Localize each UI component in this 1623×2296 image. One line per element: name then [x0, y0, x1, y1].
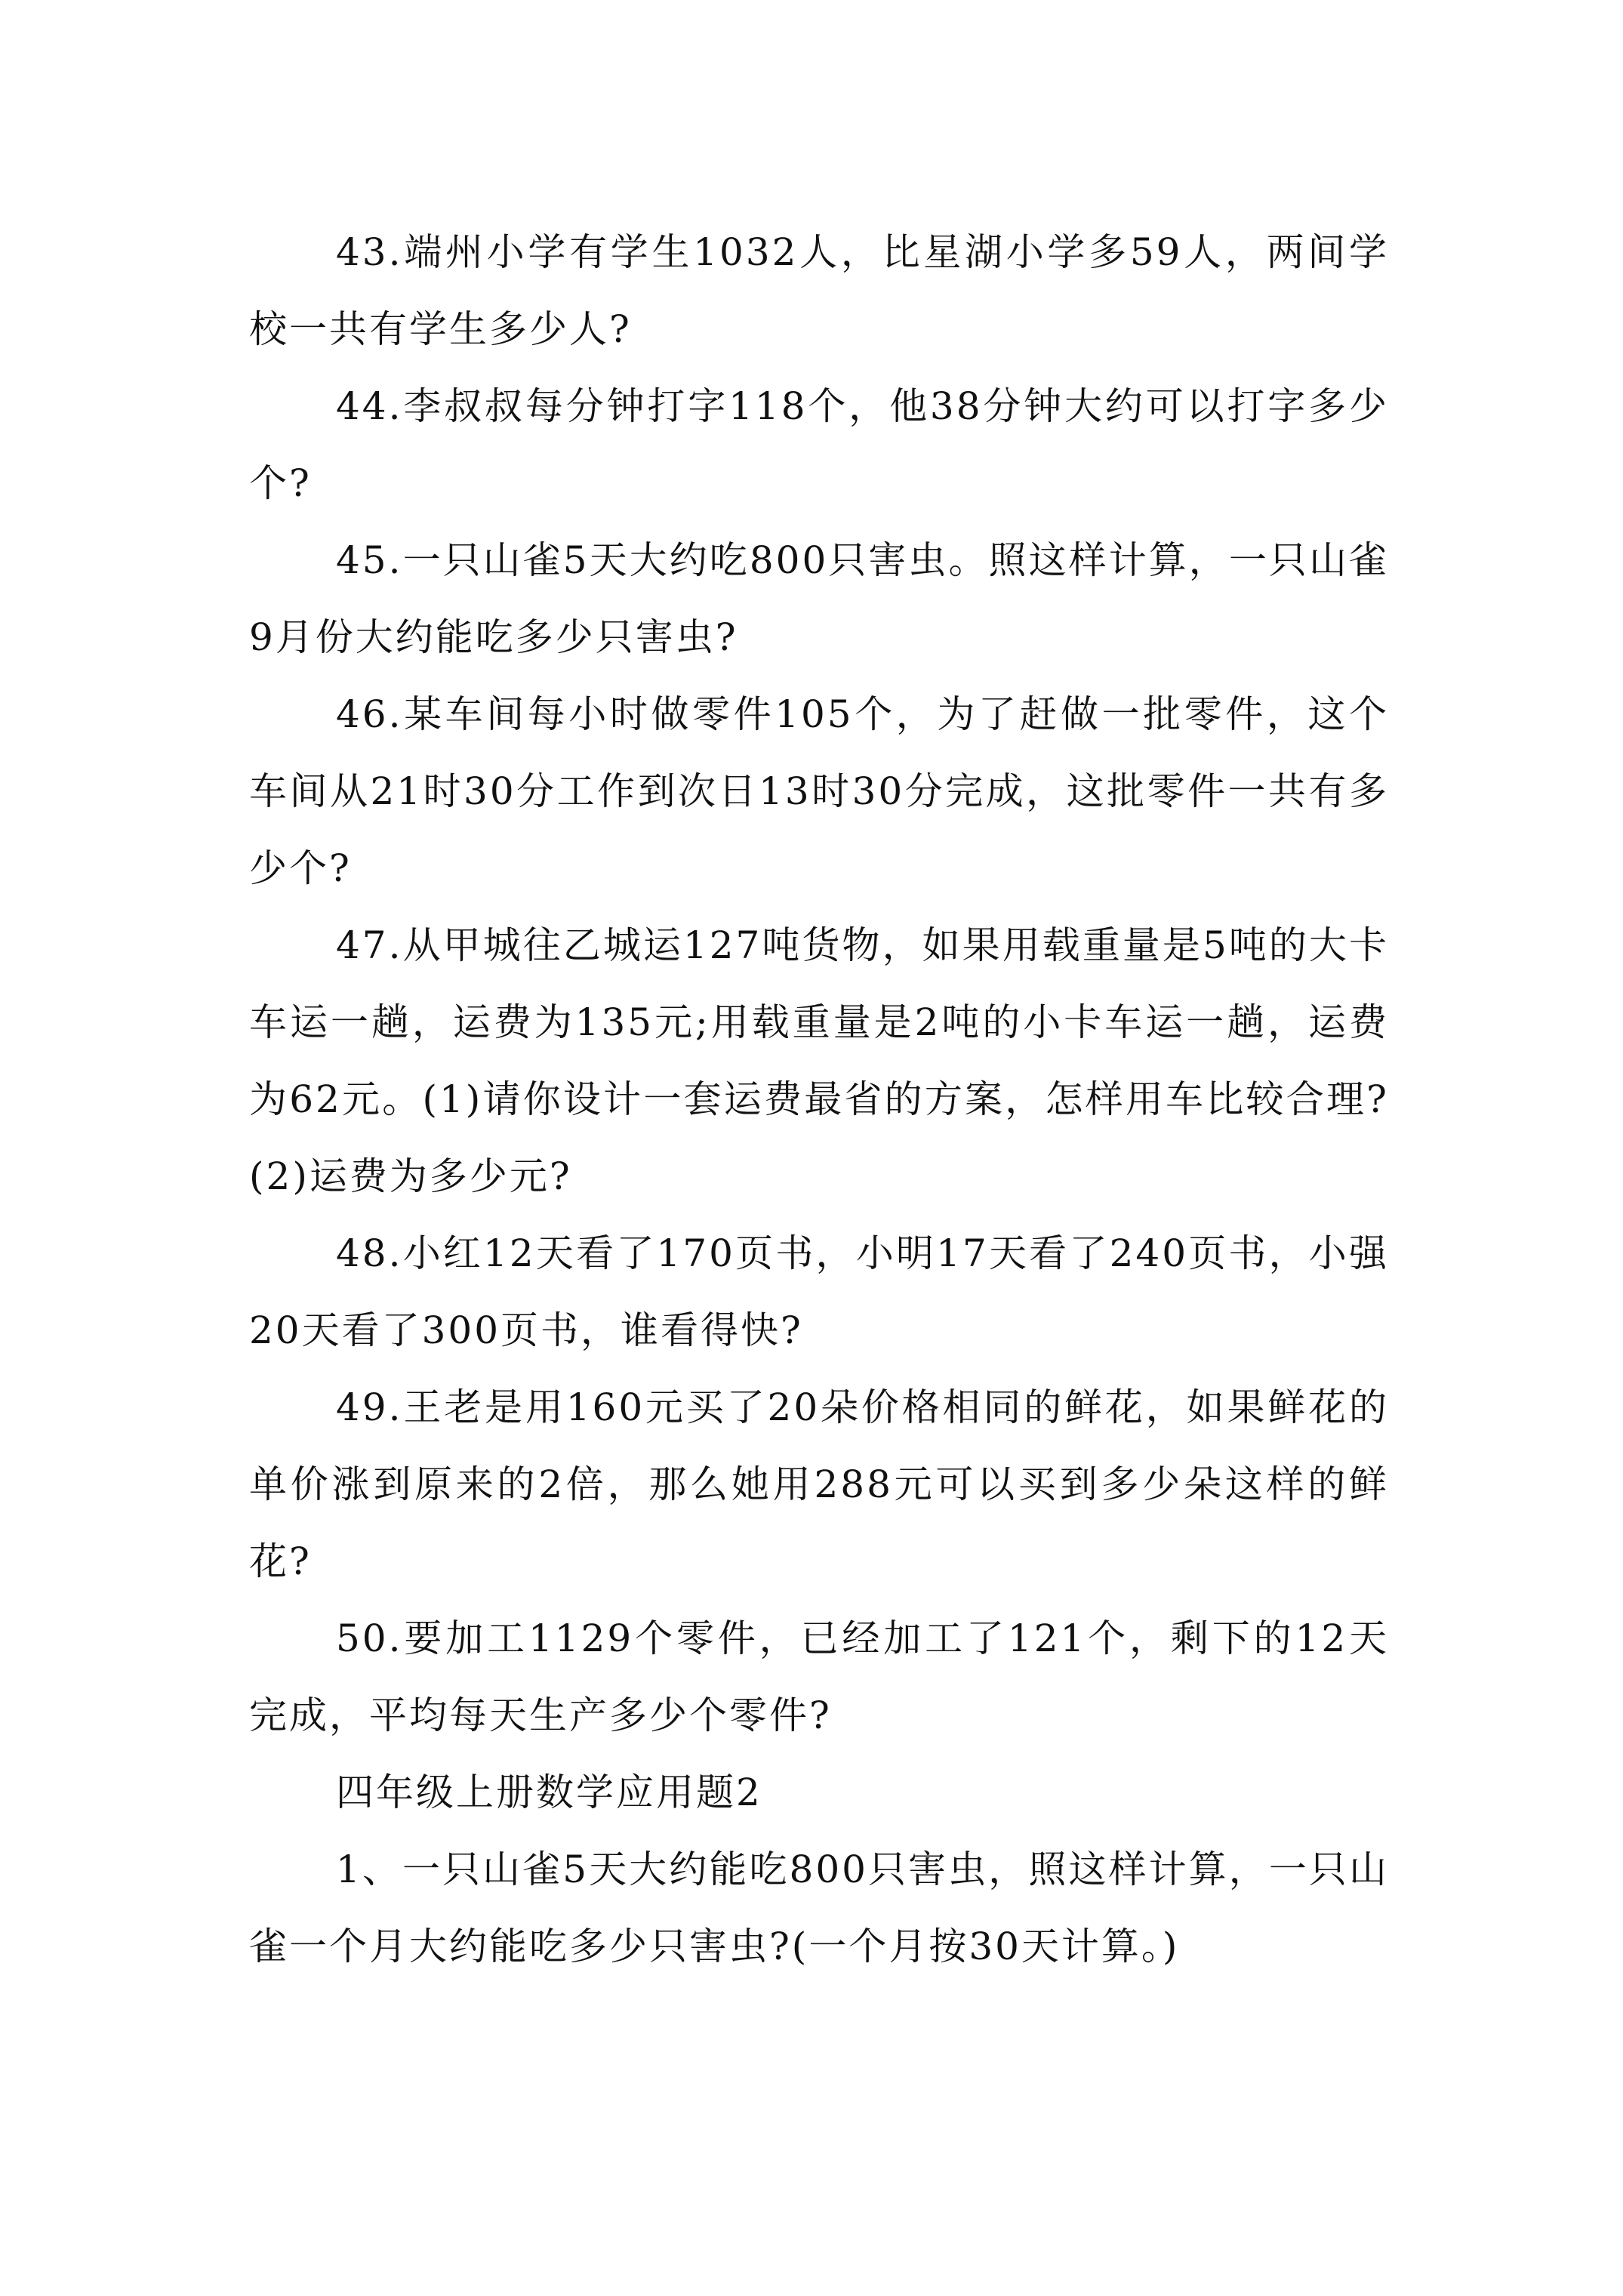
problem-44: 44.李叔叔每分钟打字118个，他38分钟大约可以打字多少个?	[249, 384, 1389, 505]
problem-48: 48.小红12天看了170页书，小明17天看了240页书，小强20天看了300页书，谁看得快?	[249, 1231, 1389, 1352]
problem-1: 1、一只山雀5天大约能吃800只害虫，照这样计算，一只山雀一个月大约能吃多少只害虫?(一个月按30天计算。)	[249, 1848, 1389, 1968]
problem-50: 50.要加工1129个零件，已经加工了121个，剩下的12天完成，平均每天生产多少个零件?	[249, 1616, 1389, 1737]
document-body	[249, 214, 1389, 1985]
problem-45: 45.一只山雀5天大约吃800只害虫。照这样计算，一只山雀9月份大约能吃多少只害虫?	[249, 538, 1389, 659]
section-heading: 四年级上册数学应用题2	[336, 1771, 762, 1814]
problem-47: 47.从甲城往乙城运127吨货物，如果用载重量是5吨的大卡车运一趟，运费为135元;用载重量是2吨的小卡车运一趟，运费为62元。(1)请你设计一套运费最省的方案，怎样用车比较合理?(2)运费为多少元?	[249, 923, 1389, 1198]
problem-46: 46.某车间每小时做零件105个，为了赶做一批零件，这个车间从21时30分工作到次日13时30分完成，这批零件一共有多少个?	[249, 692, 1389, 890]
problem-43: 43.端州小学有学生1032人，比星湖小学多59人，两间学校一共有学生多少人?	[249, 230, 1389, 351]
problem-49: 49.王老是用160元买了20朵价格相同的鲜花，如果鲜花的单价涨到原来的2倍，那么她用288元可以买到多少朵这样的鲜花?	[249, 1385, 1389, 1583]
